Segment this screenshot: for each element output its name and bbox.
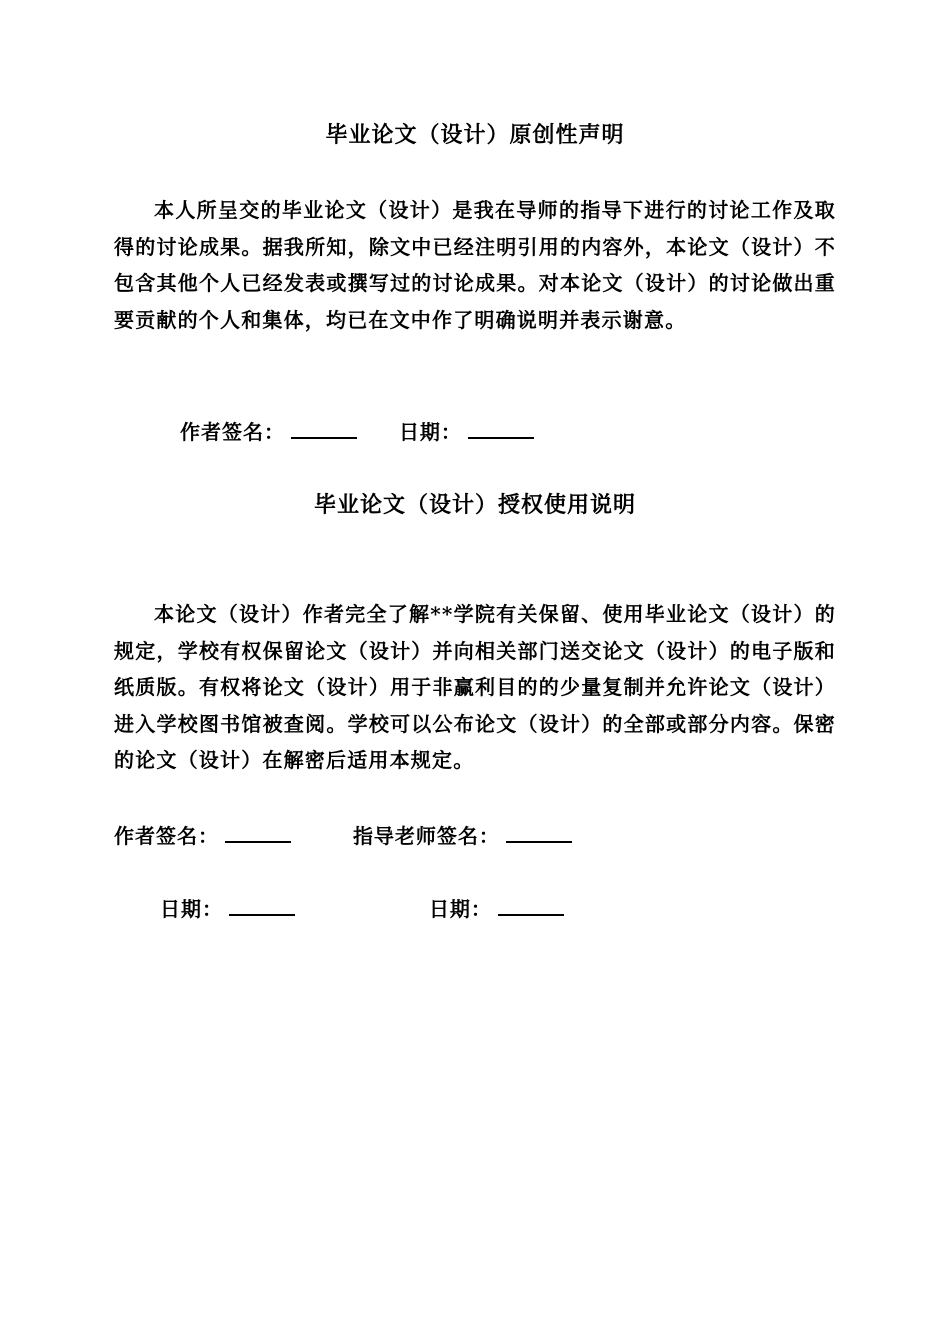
advisor-date-blank <box>498 898 564 916</box>
advisor-signature-blank <box>506 825 572 843</box>
authorization-statement: 本论文（设计）作者完全了解**学院有关保留、使用毕业论文（设计）的规定，学校有权保留论文（设计）并向相关部门送交论文（设计）的电子版和纸质版。有权将论文（设计）用于非赢利目的的少量复制并允许论文（设计）进入学校图书馆被查阅。学校可以公布论文（设计）的全部或部分内容。保密的论文（设计）在解密后适用本规定。 <box>114 602 836 772</box>
authorization-title: 毕业论文（设计）授权使用说明 <box>313 492 636 518</box>
author-signature-blank <box>291 421 357 439</box>
date-label: 日期： <box>398 420 462 444</box>
authorization-date-row <box>160 893 564 922</box>
author-signature-label: 作者签名： <box>114 824 219 848</box>
originality-signature-row <box>180 416 534 445</box>
authorization-signature-row <box>114 820 572 849</box>
author-signature-label: 作者签名： <box>180 420 285 444</box>
author-date-label: 日期： <box>160 897 223 921</box>
originality-statement: 本人所呈交的毕业论文（设计）是我在导师的指导下进行的讨论工作及取得的讨论成果。据我所知，除文中已经注明引用的内容外，本论文（设计）不包含其他个人已经发表或撰写过的讨论成果。对本论文（设计）的讨论做出重要贡献的个人和集体，均已在文中作了明确说明并表示谢意。 <box>114 198 836 332</box>
date-blank <box>468 421 534 439</box>
originality-title: 毕业论文（设计）原创性声明 <box>325 122 625 148</box>
advisor-signature-label: 指导老师签名： <box>352 824 500 848</box>
advisor-date-label: 日期： <box>428 897 492 921</box>
author-date-blank <box>229 898 295 916</box>
author-signature-blank <box>225 825 291 843</box>
